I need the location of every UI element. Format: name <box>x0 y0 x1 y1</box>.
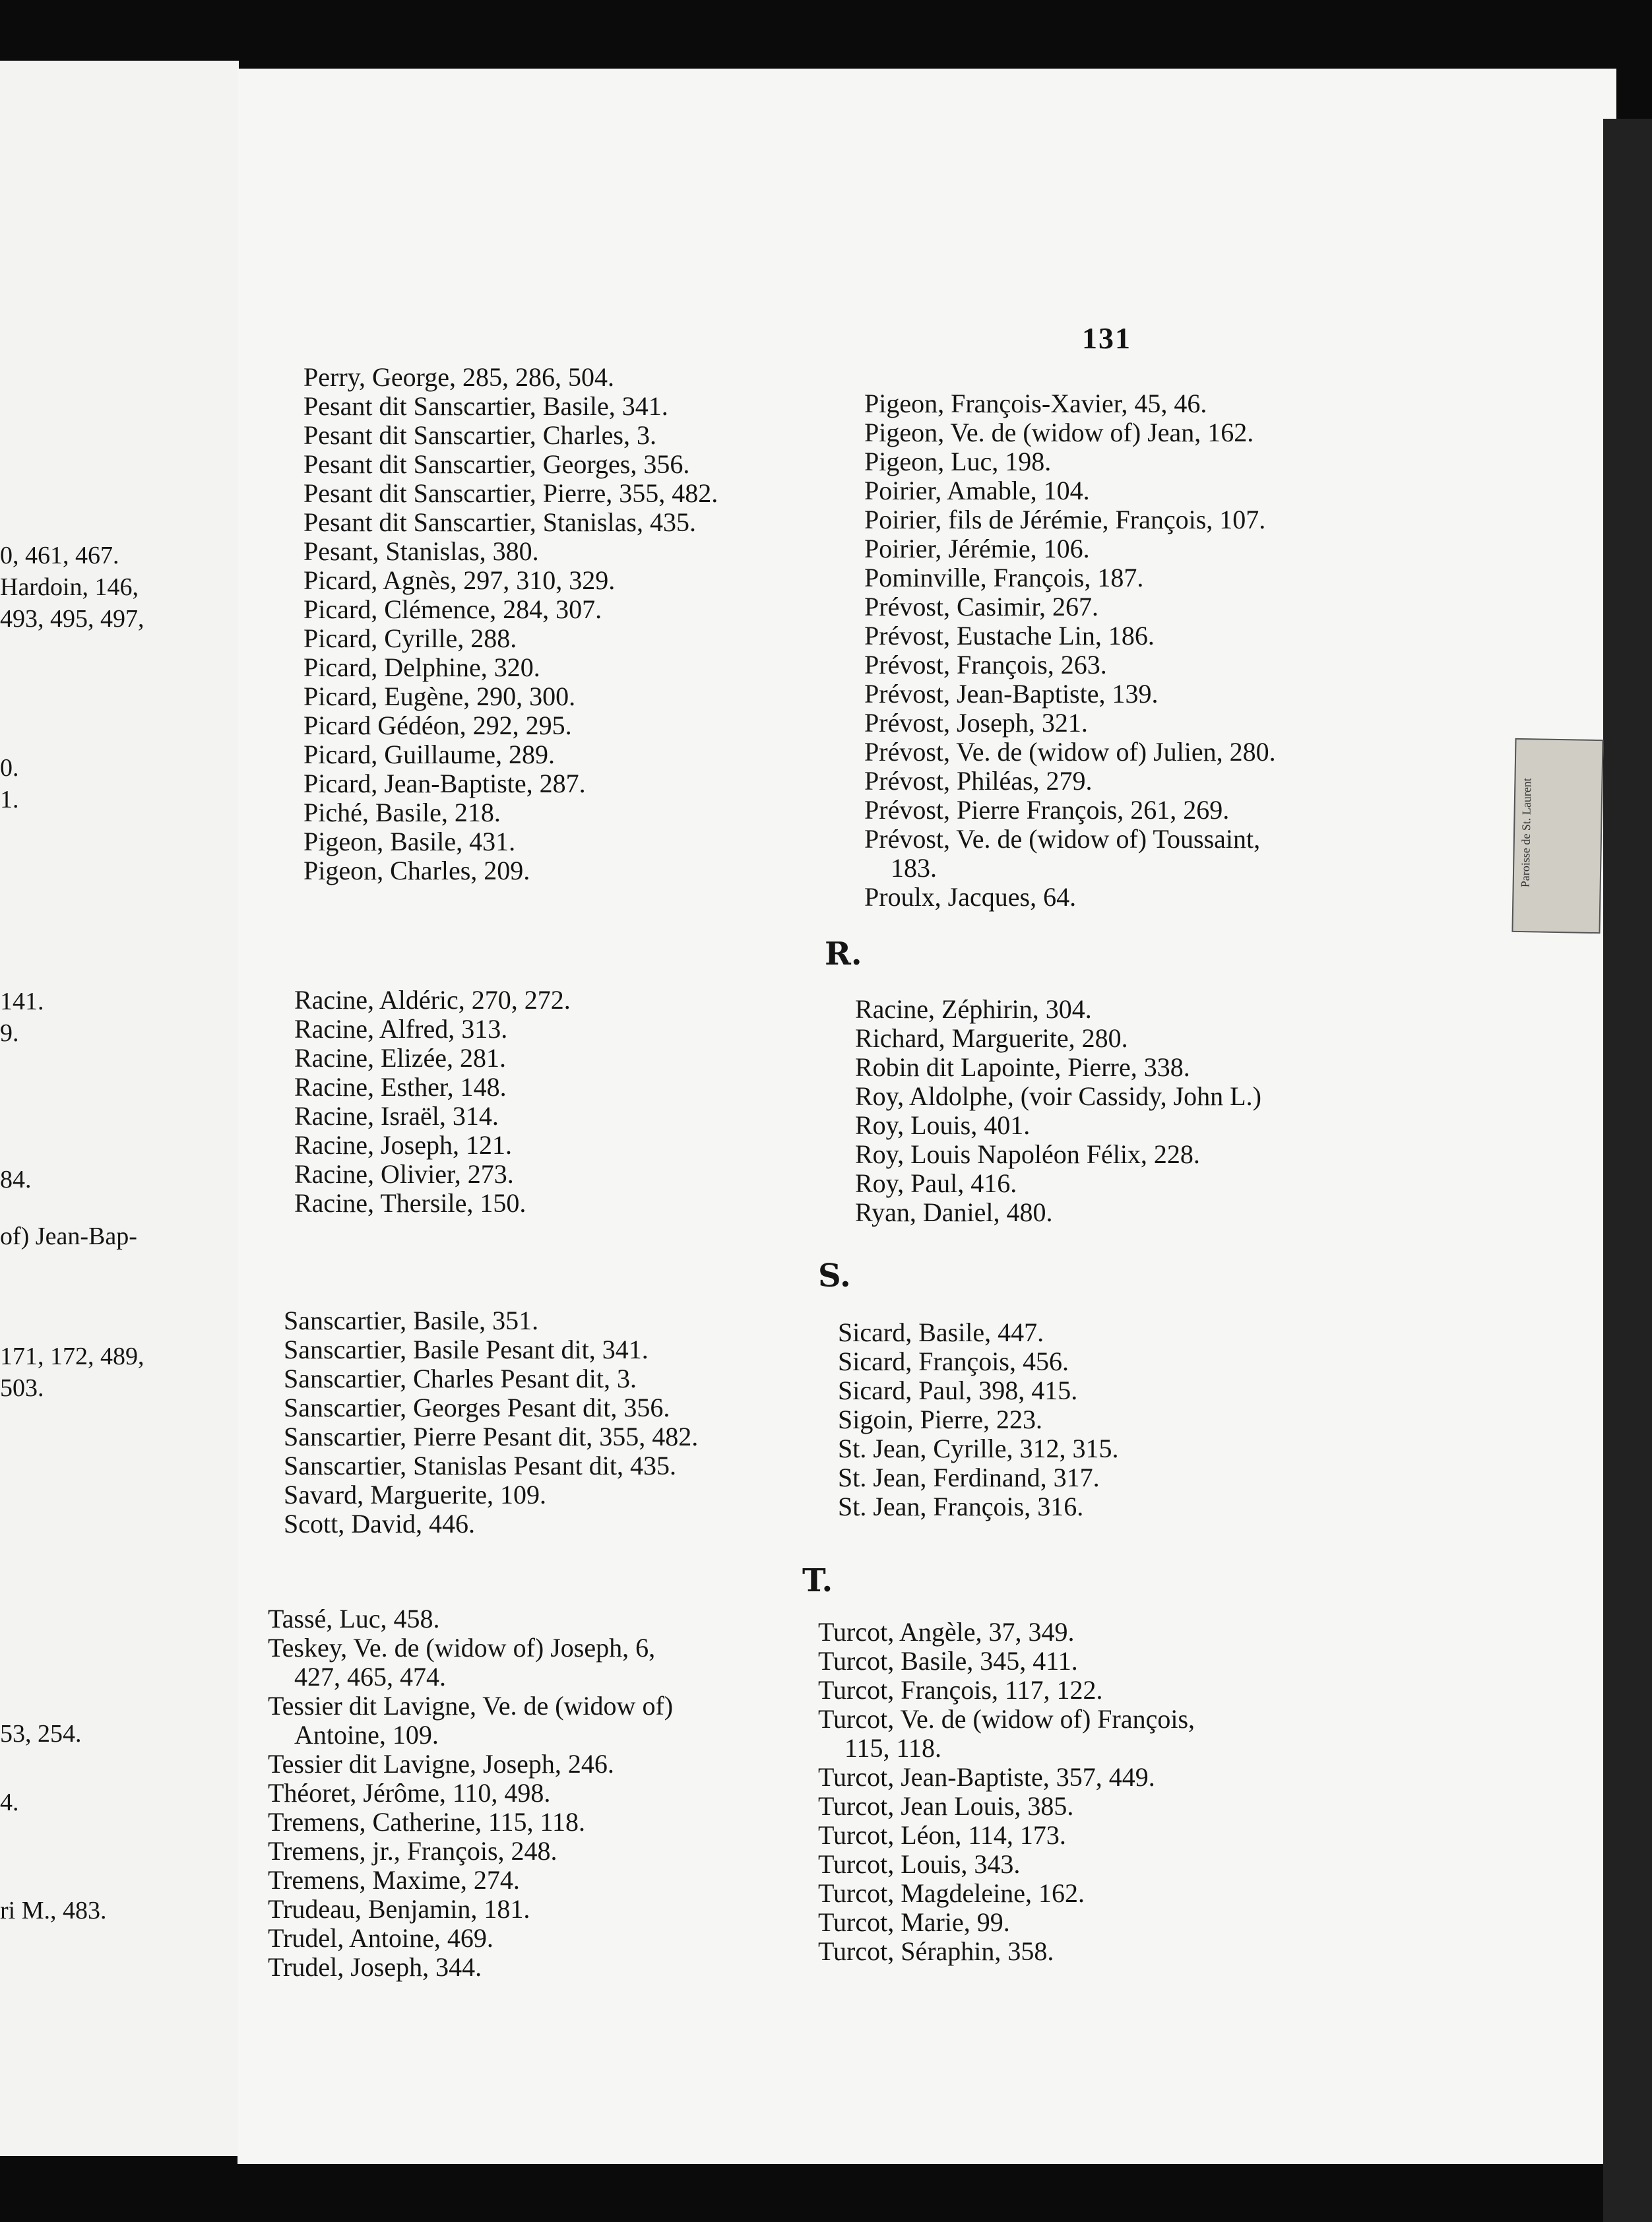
entry-line: Turcot, François, 117, 122. <box>818 1675 1103 1705</box>
entry-line: Tessier dit Lavigne, Ve. de (widow of) <box>268 1691 674 1721</box>
entry-line: Prévost, Pierre François, 261, 269. <box>864 795 1230 825</box>
left-page-fragment: 493, 495, 497, <box>0 605 144 633</box>
index-entry: Sanscartier, Georges Pesant dit, 356. <box>284 1393 670 1422</box>
entry-line: Turcot, Angèle, 37, 349. <box>818 1617 1075 1647</box>
entry-line: Prévost, Ve. de (widow of) Julien, 280. <box>864 737 1276 767</box>
index-entry: Sicard, François, 456. <box>838 1347 1069 1376</box>
index-entry <box>864 738 1276 767</box>
left-page-fragment: 0. <box>0 754 19 782</box>
index-entry <box>864 534 1276 563</box>
section-letter-s: S. <box>818 1257 851 1294</box>
p-left-column <box>303 363 718 885</box>
s-left-column <box>284 1306 698 1539</box>
index-entry: Picard, Guillaume, 289. <box>303 740 556 769</box>
index-entry: Picard, Eugène, 290, 300. <box>303 682 576 711</box>
index-entry <box>818 1676 1195 1705</box>
entry-line: Tassé, Luc, 458. <box>268 1604 440 1634</box>
index-entry <box>864 709 1276 738</box>
index-entry: Pigeon, Charles, 209. <box>303 856 530 885</box>
r-left-column <box>294 986 571 1218</box>
index-entry <box>818 1908 1195 1937</box>
left-page-fragment: 1. <box>0 786 19 813</box>
index-entry: Racine, Aldéric, 270, 272. <box>294 985 571 1015</box>
entry-line: Teskey, Ve. de (widow of) Joseph, 6, <box>268 1633 656 1663</box>
index-entry <box>864 447 1276 476</box>
index-entry: Savard, Marguerite, 109. <box>284 1480 547 1509</box>
index-entry <box>268 1924 673 1953</box>
index-entry: Sanscartier, Pierre Pesant dit, 355, 482. <box>284 1422 699 1451</box>
index-entry <box>818 1879 1195 1908</box>
side-tab-label: Paroisse de St. Laurent <box>1518 778 1534 888</box>
index-entry: St. Jean, François, 316. <box>838 1492 1084 1521</box>
index-entry <box>864 796 1276 825</box>
index-entry <box>818 1821 1195 1850</box>
entry-line: Pominville, François, 187. <box>864 563 1144 592</box>
index-entry: Pesant dit Sanscartier, Georges, 356. <box>303 449 690 479</box>
left-page-fragment: Hardoin, 146, <box>0 573 139 601</box>
index-entry <box>864 505 1276 534</box>
entry-line: Turcot, Ve. de (widow of) François, <box>818 1704 1195 1734</box>
entry-continuation: Antoine, 109. <box>294 1720 439 1750</box>
left-page-fragment: 53, 254. <box>0 1720 82 1748</box>
index-entry: Picard, Agnès, 297, 310, 329. <box>303 565 616 595</box>
entry-line: Prévost, Ve. de (widow of) Toussaint, <box>864 824 1261 854</box>
entry-line: Proulx, Jacques, 64. <box>864 882 1077 912</box>
index-entry: Roy, Louis, 401. <box>855 1110 1031 1140</box>
t-right-column <box>818 1618 1195 1966</box>
index-entry: Racine, Zéphirin, 304. <box>855 994 1092 1024</box>
entry-line: Poirier, Amable, 104. <box>864 476 1090 505</box>
entry-line: Tessier dit Lavigne, Joseph, 246. <box>268 1749 614 1779</box>
index-entry <box>864 680 1276 709</box>
index-entry <box>268 1750 673 1779</box>
index-entry: Racine, Esther, 148. <box>294 1072 507 1102</box>
left-page-fragment: of) Jean-Bap- <box>0 1222 137 1250</box>
entry-line: Turcot, Léon, 114, 173. <box>818 1820 1066 1850</box>
entry-line: Tremens, Catherine, 115, 118. <box>268 1807 586 1837</box>
entry-line: Turcot, Jean Louis, 385. <box>818 1791 1074 1821</box>
index-entry: Racine, Alfred, 313. <box>294 1014 508 1044</box>
index-entry: Picard, Cyrille, 288. <box>303 623 517 653</box>
index-entry: Racine, Thersile, 150. <box>294 1188 526 1218</box>
entry-line: Trudeau, Benjamin, 181. <box>268 1894 530 1924</box>
entry-continuation: 427, 465, 474. <box>294 1662 446 1692</box>
section-letter-r: R. <box>825 936 862 972</box>
index-entry: Pigeon, Basile, 431. <box>303 827 516 856</box>
entry-line: Tremens, Maxime, 274. <box>268 1865 520 1895</box>
index-entry <box>268 1837 673 1866</box>
index-entry <box>818 1705 1195 1763</box>
entry-line: Prévost, Casimir, 267. <box>864 592 1099 621</box>
index-entry: Pesant dit Sanscartier, Charles, 3. <box>303 420 656 450</box>
index-entry <box>268 1692 673 1750</box>
side-tab <box>1511 738 1603 934</box>
index-entry: Racine, Joseph, 121. <box>294 1130 512 1160</box>
left-page <box>0 61 239 2156</box>
entry-line: Turcot, Séraphin, 358. <box>818 1936 1054 1966</box>
entry-line: Poirier, fils de Jérémie, François, 107. <box>864 505 1266 534</box>
index-entry <box>864 621 1276 651</box>
index-entry <box>864 563 1276 592</box>
entry-line: Prévost, Philéas, 279. <box>864 766 1093 796</box>
page-edge <box>1603 119 1652 2222</box>
index-entry: Robin dit Lapointe, Pierre, 338. <box>855 1052 1190 1082</box>
index-entry: Perry, George, 285, 286, 504. <box>303 362 615 392</box>
index-entry: Sigoin, Pierre, 223. <box>838 1405 1042 1434</box>
index-entry <box>864 418 1276 447</box>
entry-line: Théoret, Jérôme, 110, 498. <box>268 1778 551 1808</box>
index-entry: Scott, David, 446. <box>284 1509 475 1539</box>
index-entry: St. Jean, Cyrille, 312, 315. <box>838 1434 1119 1463</box>
entry-line: Turcot, Louis, 343. <box>818 1849 1021 1879</box>
index-entry <box>818 1850 1195 1879</box>
left-page-fragment: 0, 461, 467. <box>0 542 119 569</box>
entry-line: Trudel, Joseph, 344. <box>268 1952 482 1982</box>
s-right-column <box>838 1318 1119 1521</box>
index-entry: Pesant dit Sanscartier, Pierre, 355, 482. <box>303 478 718 508</box>
entry-continuation: 115, 118. <box>844 1733 942 1763</box>
index-entry: Sanscartier, Stanislas Pesant dit, 435. <box>284 1451 676 1480</box>
index-entry <box>268 1808 673 1837</box>
entry-line: Prévost, François, 263. <box>864 650 1107 680</box>
index-entry: Roy, Aldolphe, (voir Cassidy, John L.) <box>855 1081 1261 1111</box>
index-entry: Pesant, Stanislas, 380. <box>303 536 539 566</box>
index-entry <box>268 1604 673 1634</box>
index-entry <box>818 1792 1195 1821</box>
index-entry <box>864 389 1276 418</box>
index-entry: Racine, Elizée, 281. <box>294 1043 506 1073</box>
index-entry: Roy, Paul, 416. <box>855 1168 1017 1198</box>
index-entry <box>864 825 1276 883</box>
index-entry: Sicard, Paul, 398, 415. <box>838 1376 1078 1405</box>
index-entry: Picard, Clémence, 284, 307. <box>303 594 602 624</box>
index-entry: Picard Gédéon, 292, 295. <box>303 711 572 740</box>
index-entry <box>818 1763 1195 1792</box>
index-entry: Piché, Basile, 218. <box>303 798 501 827</box>
entry-line: Prévost, Joseph, 321. <box>864 708 1088 738</box>
index-entry <box>864 476 1276 505</box>
index-entry <box>268 1634 673 1692</box>
entry-line: Trudel, Antoine, 469. <box>268 1923 493 1953</box>
index-entry: Picard, Delphine, 320. <box>303 652 540 682</box>
t-left-column <box>268 1604 673 1982</box>
index-page <box>238 69 1616 2164</box>
index-entry <box>864 651 1276 680</box>
section-letter-t: T. <box>802 1562 833 1599</box>
entry-line: Pigeon, Luc, 198. <box>864 447 1052 476</box>
entry-line: Poirier, Jérémie, 106. <box>864 534 1090 563</box>
index-entry: Ryan, Daniel, 480. <box>855 1197 1053 1227</box>
entry-line: Turcot, Jean-Baptiste, 357, 449. <box>818 1762 1155 1792</box>
index-entry: Sanscartier, Basile Pesant dit, 341. <box>284 1335 649 1364</box>
index-entry <box>268 1953 673 1982</box>
left-page-fragment: 84. <box>0 1166 32 1193</box>
index-entry <box>268 1779 673 1808</box>
index-entry: Sicard, Basile, 447. <box>838 1317 1044 1347</box>
entry-line: Turcot, Magdeleine, 162. <box>818 1878 1085 1908</box>
entry-line: Pigeon, Ve. de (widow of) Jean, 162. <box>864 418 1254 447</box>
index-entry <box>818 1647 1195 1676</box>
index-entry: Richard, Marguerite, 280. <box>855 1023 1128 1053</box>
r-right-column <box>855 995 1261 1227</box>
left-page-fragment: ri M., 483. <box>0 1897 107 1924</box>
index-entry: St. Jean, Ferdinand, 317. <box>838 1463 1100 1492</box>
left-page-fragment: 171, 172, 489, <box>0 1343 144 1370</box>
index-entry <box>864 767 1276 796</box>
entry-continuation: 183. <box>891 853 937 883</box>
left-page-fragment: 4. <box>0 1789 19 1816</box>
entry-line: Prévost, Jean-Baptiste, 139. <box>864 679 1159 709</box>
index-entry <box>268 1866 673 1895</box>
p-right-column <box>864 389 1276 912</box>
index-entry: Sanscartier, Charles Pesant dit, 3. <box>284 1364 637 1393</box>
left-page-fragment: 9. <box>0 1019 19 1047</box>
index-entry: Roy, Louis Napoléon Félix, 228. <box>855 1139 1200 1169</box>
index-entry: Pesant dit Sanscartier, Stanislas, 435. <box>303 507 696 537</box>
entry-line: Pigeon, François-Xavier, 45, 46. <box>864 389 1207 418</box>
index-entry <box>818 1937 1195 1966</box>
left-page-fragment: 141. <box>0 988 44 1015</box>
entry-line: Turcot, Marie, 99. <box>818 1907 1010 1937</box>
index-entry <box>268 1895 673 1924</box>
index-entry: Pesant dit Sanscartier, Basile, 341. <box>303 391 668 421</box>
index-entry: Sanscartier, Basile, 351. <box>284 1306 539 1335</box>
index-entry <box>864 592 1276 621</box>
entry-line: Turcot, Basile, 345, 411. <box>818 1646 1078 1676</box>
index-entry: Picard, Jean-Baptiste, 287. <box>303 769 586 798</box>
index-entry: Racine, Olivier, 273. <box>294 1159 514 1189</box>
page-number: 131 <box>1082 321 1131 355</box>
entry-line: Tremens, jr., François, 248. <box>268 1836 557 1866</box>
entry-line: Prévost, Eustache Lin, 186. <box>864 621 1155 651</box>
index-entry <box>818 1618 1195 1647</box>
left-page-fragment: 503. <box>0 1374 44 1402</box>
index-entry: Racine, Israël, 314. <box>294 1101 499 1131</box>
index-entry <box>864 883 1276 912</box>
